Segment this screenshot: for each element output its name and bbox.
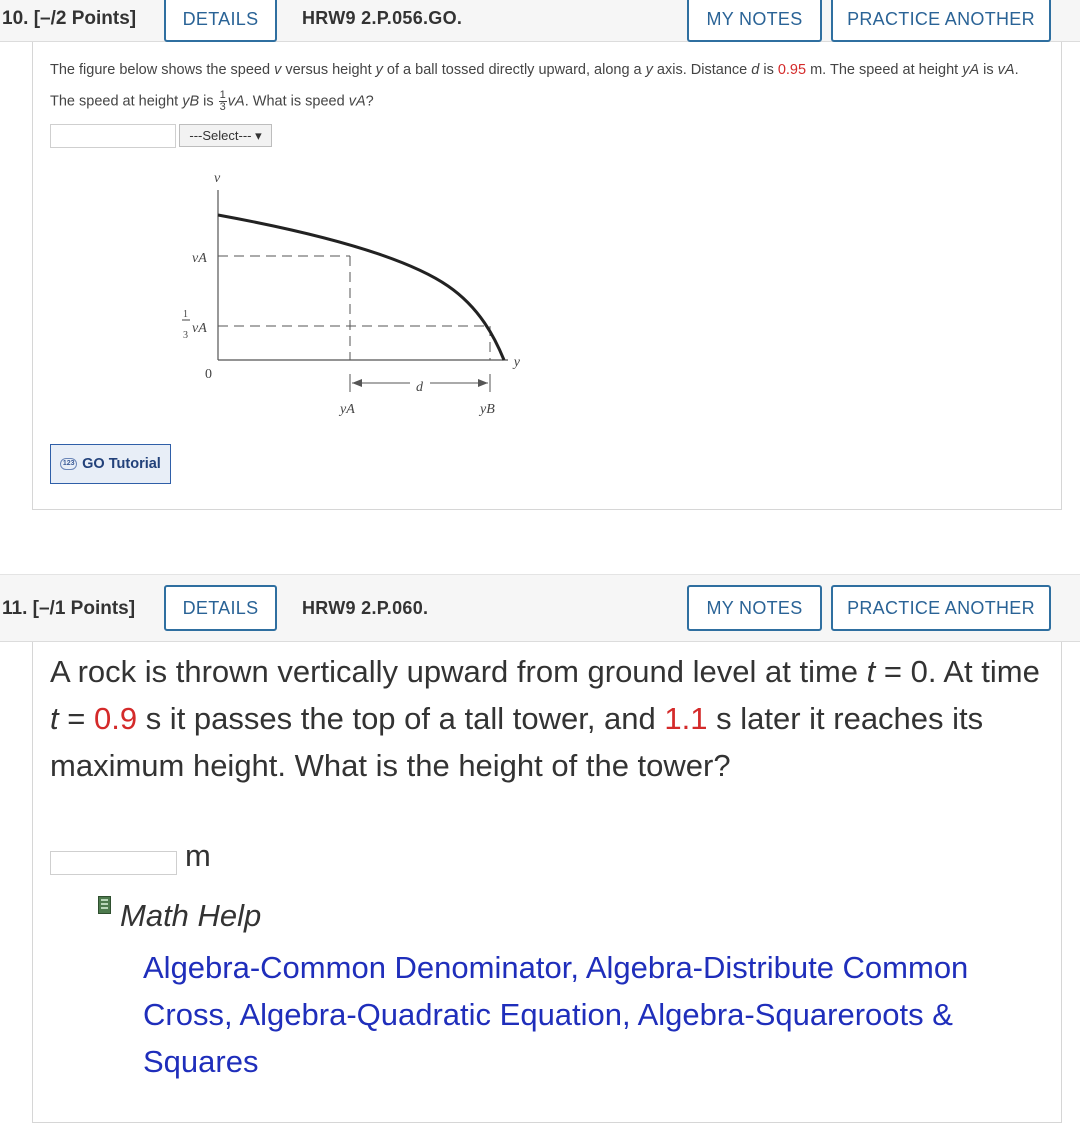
q10-text-line1: The figure below shows the speed v versus height y of a ball tossed directly upward, along a y axis. Distance d is 0.95 m. The speed at height yA is vA. [50, 62, 1019, 78]
fig-frac-num: 1 [183, 309, 188, 320]
go-tutorial-icon: 123 [60, 458, 77, 470]
link-common-denominator[interactable]: Algebra-Common Denominator [143, 950, 571, 985]
q11-points: [–/1 Points] [32, 598, 136, 619]
math-help-film-icon [98, 896, 111, 914]
q11-my-notes-button[interactable]: MY NOTES [687, 585, 822, 631]
q10-text-line2: The speed at height yB is $\frac{1}{3}$ vA. What is speed vA? [50, 89, 374, 113]
q10-answer-input[interactable] [50, 124, 176, 148]
q11-header [0, 574, 1080, 642]
fig-d-arrow-left [352, 379, 362, 387]
fig-axis-y-label: y [513, 355, 520, 370]
q10-distance-value: 0.95 [777, 62, 807, 78]
go-tutorial-label: GO Tutorial [82, 456, 161, 472]
link-distribute-common-cross[interactable]: Algebra-Distribute Common Cross [143, 950, 969, 1032]
go-tutorial-button[interactable] [50, 444, 171, 484]
q11-number [2, 598, 135, 620]
math-help-links: Algebra-Common Denominator, Algebra-Distribute Common Cross, Algebra-Quadratic Equation, Algebra-Squareroots & Squares [143, 950, 969, 1079]
fig-d-arrow-right [478, 379, 488, 387]
q10-header [0, 0, 1080, 42]
q11-number-text: 11. [2, 598, 28, 619]
q10-fraction: $\frac{1}{3}$ [219, 89, 226, 113]
fig-yA-label: yA [340, 402, 355, 417]
q10-unit-select[interactable]: ---Select--- ▾ [179, 124, 272, 147]
fig-speed-curve [218, 215, 504, 360]
q11-code: HRW9 2.P.060. [302, 598, 429, 618]
q11-later-value: 1.1 [664, 701, 708, 736]
math-help-label: Math Help [120, 898, 262, 933]
q11-time-value: 0.9 [93, 701, 138, 736]
q10-points: [–/2 Points] [33, 8, 137, 29]
link-squareroots-squares[interactable]: Algebra-Squareroots & Squares [143, 997, 953, 1079]
q11-answer-input[interactable] [50, 851, 177, 875]
q11-details-button[interactable]: DETAILS [164, 585, 277, 631]
q10-number [2, 8, 136, 30]
fig-zero-label: 0 [205, 367, 212, 382]
fig-d-label: d [416, 380, 423, 395]
q10-figure [180, 168, 520, 428]
fig-third-vA-label: vA [192, 321, 207, 336]
link-quadratic-equation[interactable]: Algebra-Quadratic Equation [239, 997, 623, 1032]
q10-practice-another-button[interactable]: PRACTICE ANOTHER [831, 0, 1051, 42]
q11-unit: m [185, 838, 211, 873]
q11-question-text: A rock is thrown vertically upward from ground level at time t = 0. At time t = 0.9 s it passes the top of a tall tower, and 1.1 s later it reaches its maximum height. What is the height of the tower? [50, 654, 1040, 783]
q10-number-text: 10. [2, 8, 29, 29]
q10-my-notes-button[interactable]: MY NOTES [687, 0, 822, 42]
fig-frac-den: 3 [183, 330, 188, 341]
fig-yB-label: yB [480, 402, 495, 417]
fig-axis-v-label: v [214, 171, 221, 186]
q10-code: HRW9 2.P.056.GO. [302, 8, 463, 28]
q11-practice-another-button[interactable]: PRACTICE ANOTHER [831, 585, 1051, 631]
fig-vA-label: vA [192, 251, 207, 266]
q10-details-button[interactable]: DETAILS [164, 0, 277, 42]
